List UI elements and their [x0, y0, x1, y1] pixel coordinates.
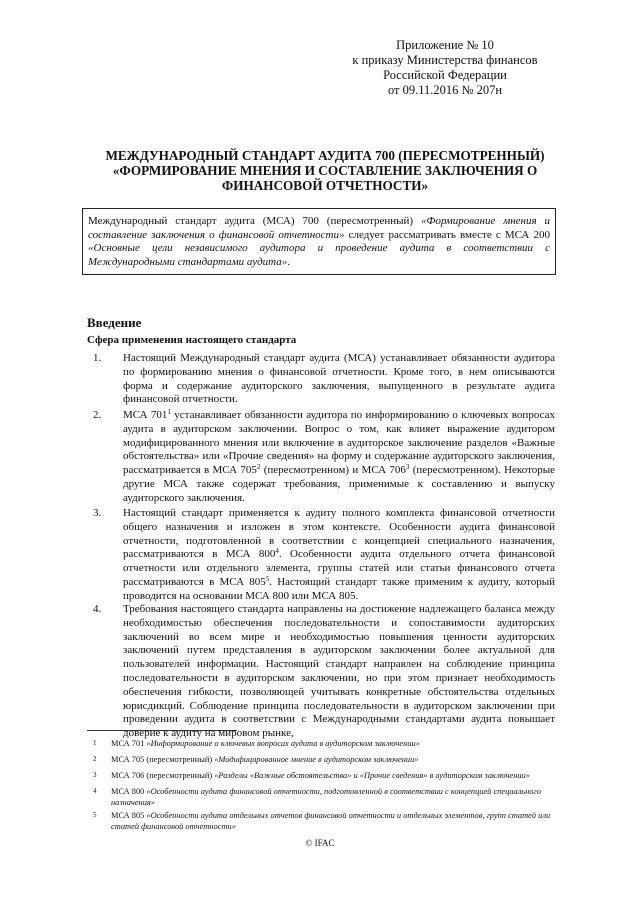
footnote-1 [87, 738, 557, 749]
footnote-plain: МСА 705 (пересмотренный) [111, 755, 215, 764]
note-text-2: следует рассматривать вместе с МСА 200 [344, 228, 550, 241]
appendix-line-1: Приложение № 10 [396, 38, 494, 52]
paragraph-number: 2. [93, 409, 102, 421]
footnote-ref[interactable]: 2 [256, 463, 261, 472]
title-line-2: «ФОРМИРОВАНИЕ МНЕНИЯ И СОСТАВЛЕНИЕ ЗАКЛЮЧЕНИЯ О [112, 163, 538, 178]
footnote-italic: «Разделы «Важные обстоятельства» и «Прочие сведения» в аудиторском заключении» [214, 771, 530, 780]
footnote-italic: «Модифицированное мнение в аудиторском заключении» [214, 755, 419, 764]
subsection-heading-scope: Сфера применения настоящего стандарта [87, 334, 297, 346]
footnote-plain: МСА 701 [111, 739, 147, 748]
footnote-italic: «Особенности аудита отдельных отчетов финансовой отчетности и отдельных элементов, групп статей или статей финансовой отчетности» [111, 811, 551, 831]
paragraph-text [123, 409, 555, 506]
paragraph-2 [87, 409, 555, 506]
note-title-200: «Основные цели независимого аудитора и проведение аудита в соответствии с Международными стандартами аудита» [88, 242, 550, 268]
footnote-2 [87, 754, 557, 765]
footnote-plain: МСА 800 [111, 787, 147, 796]
appendix-line-4: от 09.11.2016 № 207н [387, 83, 503, 97]
text-run: (пересмотренном) и МСА 706 [260, 464, 406, 477]
appendix-block [330, 38, 560, 98]
title-line-1: МЕЖДУНАРОДНЫЙ СТАНДАРТ АУДИТА 700 (ПЕРЕСМОТРЕННЫЙ) [105, 148, 545, 163]
text-run: (пересмотренном). Некоторые другие МСА также содержат требования, применимые к составлению и выпуску аудиторского заключения. [123, 464, 556, 504]
footnote-text [111, 738, 557, 749]
text-run: Настоящий стандарт применяется к аудиту полного комплекта финансовой отчетности общего назначения и изложен в этом контексте. Особенности аудита финансовой отчетности, подготовленной в соответствии с концепцией специального назначения, рассматриваются в МСА 800 [123, 507, 555, 561]
footnote-ref[interactable]: 5 [265, 574, 270, 583]
text-run: устанавливает обязанности аудитора по информированию о ключевых вопросах аудита в аудиторском заключении. Вопрос о том, как влияет выражение аудитором модифицированного мнения или включение в аудиторское заключение разделов «Важные обстоятельства» или «Прочие сведения» на форму и содержание аудиторского заключения, рассматривается в МСА 705 [123, 409, 555, 477]
footnote-text [111, 810, 557, 832]
text-run: . Особенности аудита отдельного отчета финансовой отчетности или отдельного элемента, группы статей или статьи финансового отчета рассматриваются в МСА 805 [123, 548, 555, 588]
footnote-5 [87, 810, 557, 832]
footnote-number: 5 [93, 811, 97, 819]
footnote-plain: МСА 706 (пересмотренный) [111, 771, 215, 780]
footnote-number: 1 [93, 739, 97, 747]
footnote-number: 4 [93, 787, 97, 795]
footnote-ref[interactable]: 3 [405, 463, 410, 472]
note-title-700: «Формирование мнения и составление заключения о финансовой отчетности» [88, 215, 550, 241]
text-run: МСА 701 [123, 409, 168, 421]
paragraph-text: Требования настоящего стандарта направлены на достижение надлежащего баланса между необходимостью обеспечения последовательности и сопоставимости аудиторских заключений во всем мире и необходимостью повышения ценности аудиторских заключений путем представления в аудиторском заключении более актуальной для пользователей информации. Настоящий стандарт направлен на соблюдение принципа последовательности в аудиторском заключении, но при этом признает необходимость обеспечения гибкости, позволяющей учитывать конкретные обстоятельства отдельных юрисдикций. Соблюдение принципа последовательности в аудиторском заключении при проведении аудита в соответствии с Международными стандартами аудита повышает доверие к аудиту на мировом рынке, [123, 603, 555, 740]
note-text-3: . [287, 255, 290, 268]
paragraph-number: 1. [93, 352, 102, 364]
title-line-3: ФИНАНСОВОЙ ОТЧЕТНОСТИ» [221, 178, 429, 193]
paragraph-3 [87, 507, 555, 604]
copyright-footer: © IFAC [305, 838, 335, 848]
document-title [90, 148, 560, 193]
footnote-ref[interactable]: 1 [167, 408, 171, 416]
paragraph-number: 3. [93, 507, 102, 519]
text-run: . Настоящий стандарт также применим к аудиту, который проводится на основании МСА 800 или МСА 805. [123, 575, 556, 602]
paragraph-1 [87, 352, 555, 407]
footnote-number: 3 [93, 771, 97, 779]
footnote-text [111, 754, 557, 765]
paragraph-text [123, 507, 555, 604]
appendix-line-2: к приказу Министерства финансов [352, 53, 538, 67]
appendix-line-3: Российской Федерации [383, 68, 507, 82]
footnote-text [111, 786, 557, 808]
footnote-italic: «Особенности аудита финансовой отчетности, подготовленной в соответствии с концепцией специального назначения» [111, 787, 541, 807]
note-box [82, 208, 556, 275]
note-text-1: Международный стандарт аудита (МСА) 700 (пересмотренный) [88, 215, 421, 227]
footnote-separator [87, 730, 237, 731]
footnote-4 [87, 786, 557, 808]
footnote-ref[interactable]: 4 [275, 547, 279, 556]
footnote-text [111, 770, 557, 781]
footnote-plain: МСА 805 [111, 811, 147, 820]
footnote-italic: «Информирование о ключевых вопросах аудита в аудиторском заключении» [146, 739, 420, 748]
paragraph-text: Настоящий Международный стандарт аудита (МСА) устанавливает обязанности аудитора по формированию мнения о финансовой отчетности. Кроме того, в нем описываются форма и содержание аудиторского заключения, выпущенного в результате аудита финансовой отчетности. [123, 352, 555, 406]
paragraph-number: 4. [93, 603, 102, 615]
section-heading-intro: Введение [87, 315, 142, 330]
footnote-number: 2 [93, 755, 97, 763]
footnote-3 [87, 770, 557, 781]
paragraph-4 [87, 603, 555, 741]
